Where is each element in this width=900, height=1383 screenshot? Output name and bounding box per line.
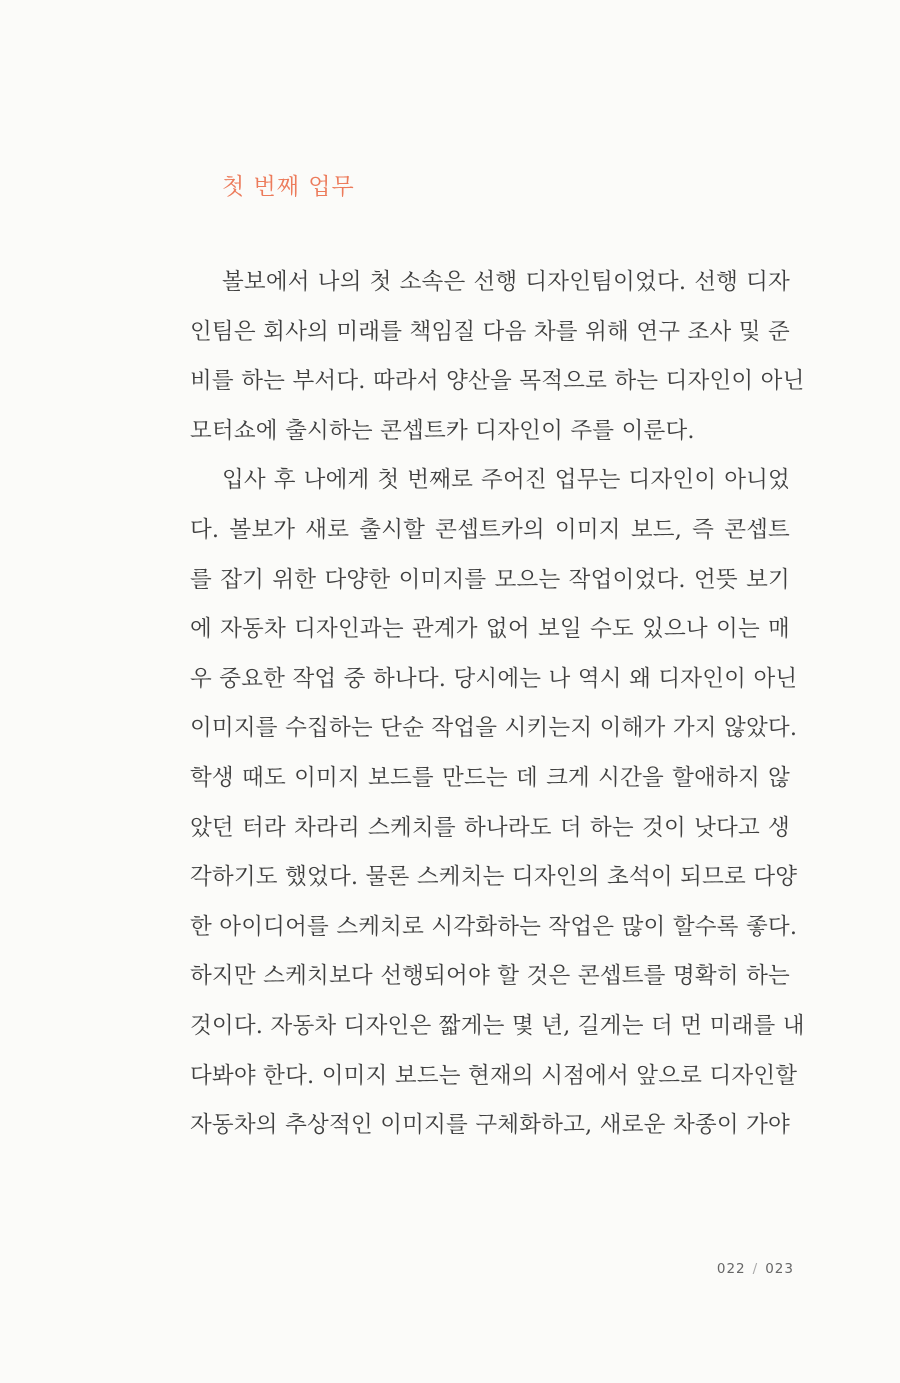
text-line: 한 아이디어를 스케치로 시각화하는 작업은 많이 할수록 좋다. — [190, 913, 798, 940]
text-line: 우 중요한 작업 중 하나다. 당시에는 나 역시 왜 디자인이 아닌 — [190, 665, 798, 692]
text-line: 학생 때도 이미지 보드를 만드는 데 크게 시간을 할애하지 않 — [190, 764, 790, 791]
text-line: 모터쇼에 출시하는 콘셉트카 디자인이 주를 이룬다. — [190, 417, 695, 444]
text-line: 를 잡기 위한 다양한 이미지를 모으는 작업이었다. 언뜻 보기 — [190, 566, 790, 593]
text-line: 볼보에서 나의 첫 소속은 선행 디자인팀이었다. 선행 디자 — [222, 269, 790, 295]
text-line: 이미지를 수집하는 단순 작업을 시키는지 이해가 가지 않았다. — [190, 715, 798, 742]
right-page-number: 023 — [765, 1261, 794, 1277]
text-line: 에 자동차 디자인과는 관계가 없어 보일 수도 있으나 이는 매 — [190, 616, 790, 643]
section-heading: 첫 번째 업무 — [222, 174, 355, 200]
left-page-number: 022 — [716, 1261, 746, 1277]
text-line: 비를 하는 부서다. 따라서 양산을 목적으로 하는 디자인이 아닌 — [190, 368, 805, 395]
text-line: 자동차의 추상적인 이미지를 구체화하고, 새로운 차종이 가야 — [190, 1112, 790, 1139]
text-line: 것이다. 자동차 디자인은 짧게는 몇 년, 길게는 더 먼 미래를 내 — [190, 1012, 805, 1039]
page-number-separator: / — [752, 1261, 759, 1277]
page-numbers — [717, 1261, 794, 1277]
text-line: 인팀은 회사의 미래를 책임질 다음 차를 위해 연구 조사 및 준 — [190, 318, 790, 345]
body-text — [190, 258, 805, 1151]
text-line: 다봐야 한다. 이미지 보드는 현재의 시점에서 앞으로 디자인할 — [190, 1062, 798, 1089]
text-line: 각하기도 했었다. 물론 스케치는 디자인의 초석이 되므로 다양 — [190, 864, 798, 891]
text-line: 다. 볼보가 새로 출시할 콘셉트카의 이미지 보드, 즉 콘셉트 — [190, 516, 790, 543]
text-line: 입사 후 나에게 첫 번째로 주어진 업무는 디자인이 아니었 — [222, 467, 790, 494]
text-line: 하지만 스케치보다 선행되어야 할 것은 콘셉트를 명확히 하는 — [190, 963, 790, 990]
text-line: 았던 터라 차라리 스케치를 하나라도 더 하는 것이 낫다고 생 — [190, 814, 790, 841]
